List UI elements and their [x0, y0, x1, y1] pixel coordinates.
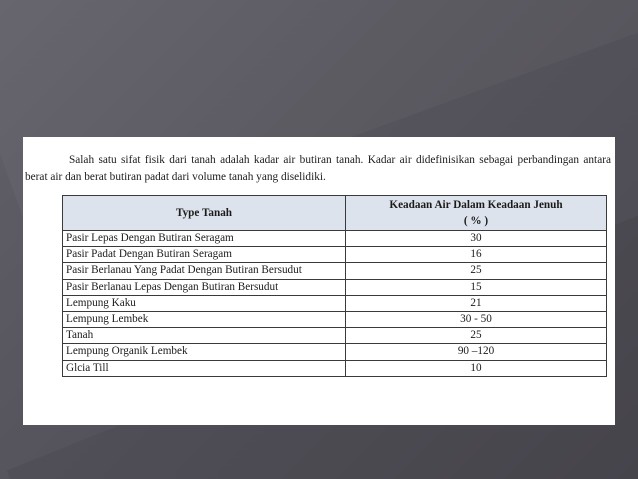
intro-paragraph: Salah satu sifat fisik dari tanah adalah kadar air butiran tanah. Kadar air didefinisikan sebagai perbandingan antara berat air dan berat butiran padat dari volume tanah yang diselidiki. — [25, 154, 611, 184]
cell-soil-type: Glcia Till — [63, 360, 346, 376]
cell-water-content: 25 — [346, 263, 607, 279]
cell-water-content: 16 — [346, 247, 607, 263]
table-row — [63, 360, 607, 376]
cell-water-content: 21 — [346, 295, 607, 311]
cell-soil-type: Pasir Lepas Dengan Butiran Seragam — [63, 231, 346, 247]
cell-water-content: 30 — [346, 231, 607, 247]
table-row — [63, 328, 607, 344]
table-row — [63, 231, 607, 247]
cell-water-content: 90 –120 — [346, 344, 607, 360]
table-row — [63, 295, 607, 311]
cell-soil-type: Pasir Berlanau Lepas Dengan Butiran Bersudut — [63, 279, 346, 295]
soil-water-content-table — [62, 195, 607, 377]
header-saturated-water-content — [346, 196, 607, 231]
cell-soil-type: Lempung Organik Lembek — [63, 344, 346, 360]
cell-water-content: 30 - 50 — [346, 312, 607, 328]
header-value-label: Keadaan Air Dalam Keadaan Jenuh — [389, 199, 563, 211]
header-soil-type: Type Tanah — [63, 196, 346, 231]
slide-content-card — [23, 137, 615, 425]
cell-water-content: 15 — [346, 279, 607, 295]
cell-water-content: 10 — [346, 360, 607, 376]
table-row — [63, 247, 607, 263]
cell-soil-type: Lempung Lembek — [63, 312, 346, 328]
table-row — [63, 263, 607, 279]
cell-soil-type: Lempung Kaku — [63, 295, 346, 311]
cell-soil-type: Pasir Berlanau Yang Padat Dengan Butiran Bersudut — [63, 263, 346, 279]
table-row — [63, 312, 607, 328]
cell-soil-type: Pasir Padat Dengan Butiran Seragam — [63, 247, 346, 263]
cell-soil-type: Tanah — [63, 328, 346, 344]
table-row — [63, 344, 607, 360]
table-row — [63, 279, 607, 295]
table-header-row — [63, 196, 607, 231]
header-unit-label: ( % ) — [463, 215, 489, 227]
cell-water-content: 25 — [346, 328, 607, 344]
